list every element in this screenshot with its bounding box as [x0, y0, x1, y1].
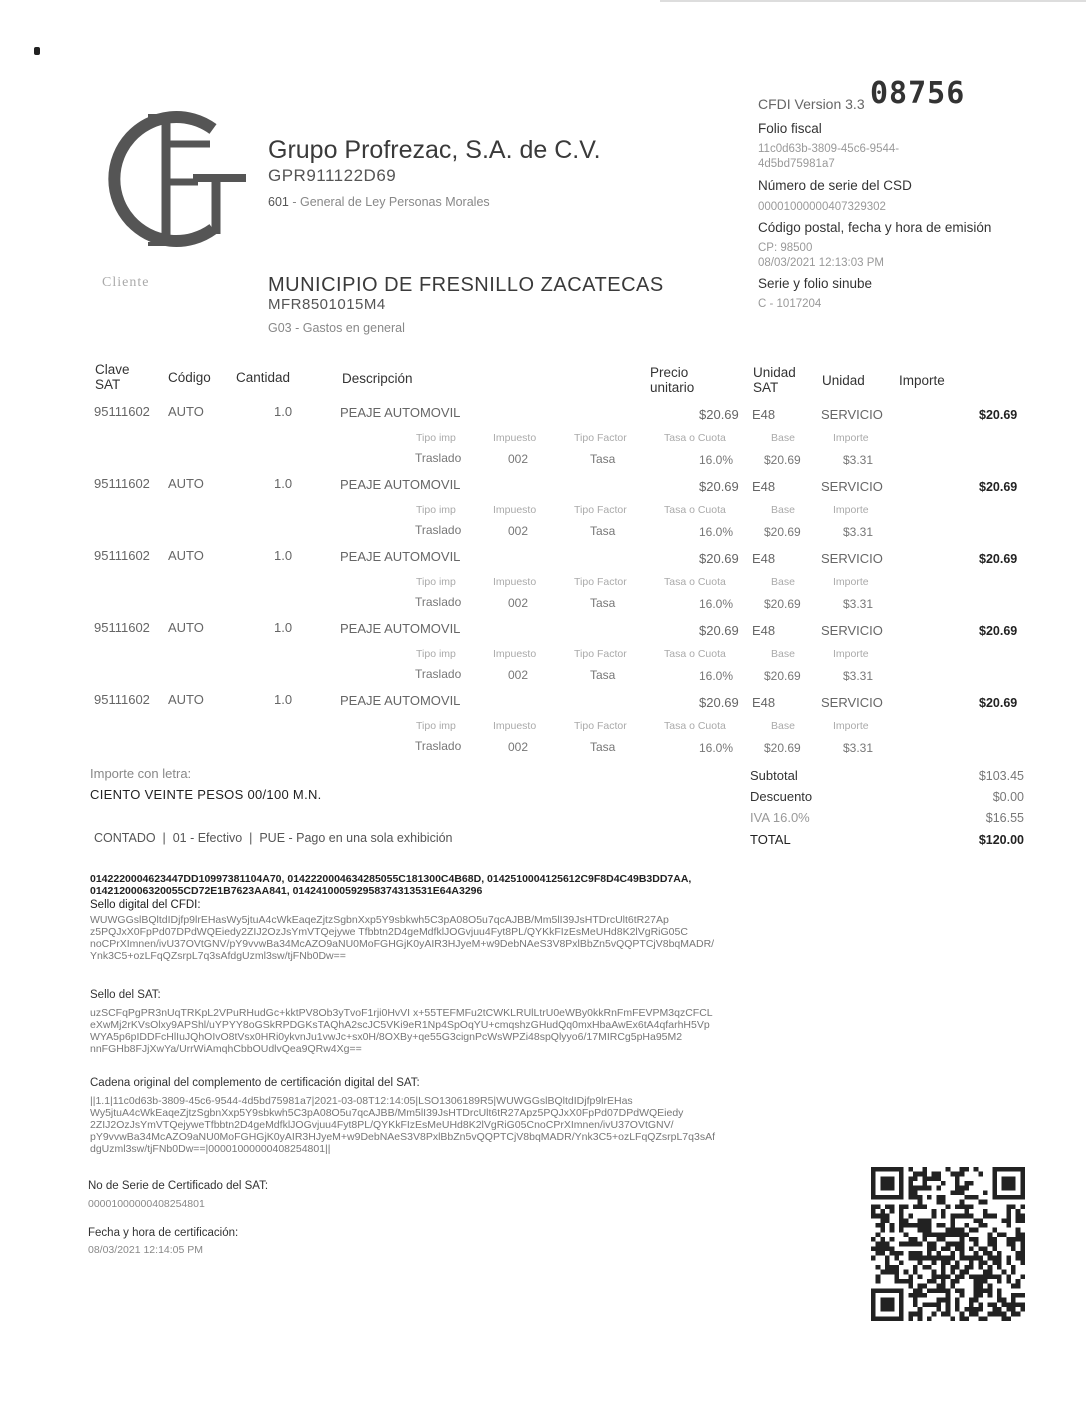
tax-importe: $3.31	[843, 669, 874, 683]
sello-sat-line: nnFGHb8FJjXwYa/UrrWiAmqhCbbOUdlvQea9QRw4Xg==	[90, 1043, 362, 1055]
tax-h-base: Base	[771, 504, 795, 516]
tax-h-tipo: Tipo imp	[416, 432, 456, 444]
regime-desc: - General de Ley Personas Morales	[288, 195, 490, 209]
tax-importe: $3.31	[843, 525, 874, 539]
row-codigo: AUTO	[168, 548, 204, 563]
subtotal-label: Subtotal	[750, 768, 798, 783]
sello-cfdi-line: Ynk3C5+ozLFqQZsrpL7q3sAfdgUzml3sw/tjFNb0Dw==	[90, 950, 346, 962]
cert-fecha-value: 08/03/2021 12:14:05 PM	[88, 1244, 204, 1256]
tax-h-tasa: Tasa o Cuota	[664, 432, 726, 444]
tax-tipo: Traslado	[415, 739, 462, 753]
cert-serie-value: 00001000000408254801	[88, 1198, 205, 1210]
row-codigo: AUTO	[168, 404, 204, 419]
tax-base: $20.69	[764, 597, 801, 611]
th-precio-l1: Precio	[650, 365, 689, 380]
tax-tasa: 16.0%	[699, 597, 734, 611]
row-unidad-sat: E48	[752, 479, 776, 494]
th-unidad-sat-l1: Unidad	[753, 365, 796, 380]
tax-impuesto: 002	[508, 596, 529, 610]
issuer-regime	[268, 195, 490, 209]
scan-edge-line	[660, 0, 1086, 2]
row-clave: 95111602	[94, 404, 150, 419]
tax-h-tasa: Tasa o Cuota	[664, 504, 726, 516]
row-unidad-sat: E48	[752, 551, 776, 566]
tax-h-tasa: Tasa o Cuota	[664, 576, 726, 588]
cert-fecha-title: Fecha y hora de certificación:	[88, 1227, 239, 1239]
th-clave-l1: Clave	[95, 362, 130, 377]
related-uuids	[90, 873, 691, 897]
csd-value: 00001000000407329302	[758, 201, 886, 213]
th-clave-l2: SAT	[95, 377, 121, 392]
cadena-title: Cadena original del complemento de certificación digital del SAT:	[90, 1077, 420, 1089]
tax-tasa: 16.0%	[699, 525, 734, 539]
tax-base: $20.69	[764, 525, 801, 539]
row-precio: $20.69	[699, 551, 739, 566]
tax-impuesto: 002	[508, 452, 529, 466]
tax-h-base: Base	[771, 432, 795, 444]
sello-sat-title: Sello del SAT:	[90, 989, 161, 1001]
iva-value: $16.55	[985, 811, 1024, 825]
serie-title: Serie y folio sinube	[758, 276, 873, 291]
cadena-line: dgUzml3sw/tjFNb0Dw==|00001000000408254801||	[90, 1143, 331, 1155]
issuer-rfc: GPR911122D69	[268, 166, 397, 185]
th-cantidad: Cantidad	[236, 370, 291, 385]
cp-value: CP: 98500	[758, 242, 813, 254]
descuento-value: $0.00	[992, 790, 1024, 804]
th-descripcion: Descripción	[342, 371, 413, 386]
tax-tasa: 16.0%	[699, 741, 734, 755]
row-unidad: SERVICIO	[821, 695, 883, 710]
tax-tipo: Traslado	[415, 667, 462, 681]
tax-h-tasa: Tasa o Cuota	[664, 720, 726, 732]
cfdi-version: CFDI Version 3.3	[758, 96, 865, 112]
row-importe: $20.69	[979, 696, 1018, 710]
qr-finder-pattern	[871, 1167, 904, 1200]
tax-base: $20.69	[764, 453, 801, 467]
row-unidad-sat: E48	[752, 623, 776, 638]
regime-code: 601	[268, 195, 289, 209]
folio-fiscal-title: Folio fiscal	[758, 121, 822, 136]
sello-cfdi-line: z5PQJxX0FpPd07DPdWQEiedy2ZIJ2OzJsYmVTQejywe Tfbbtn2D4geMdfklJOGvjuu4Fyt8PL/QYKkFIzEsMeUHd8K2lVgRiG05C	[90, 926, 688, 938]
tax-h-importe: Importe	[833, 648, 869, 660]
sello-sat-line: uzSCFqPgPR3nUqTRKpL2VPuRHudGc+kktPV8Ob3yTvoF1rji0HvVI x+55TEFMFu2tCWKLRUlLtrU0eWBy0kkRnFmFEVPM3qzCFCL	[90, 1007, 713, 1019]
row-unidad: SERVICIO	[821, 623, 883, 638]
tax-h-impuesto: Impuesto	[493, 576, 537, 588]
row-importe: $20.69	[979, 552, 1018, 566]
th-unidad-sat	[753, 365, 796, 395]
sello-cfdi-title: Sello digital del CFDI:	[90, 899, 201, 911]
cp-title: Código postal, fecha y hora de emisión	[758, 220, 992, 235]
issuer-name: Grupo Profrezac, S.A. de C.V.	[268, 136, 601, 164]
row-descripcion: PEAJE AUTOMOVIL	[340, 621, 461, 636]
row-unidad-sat: E48	[752, 695, 776, 710]
row-cantidad: 1.0	[274, 476, 293, 491]
sello-sat-line: eXwMj2rKVsOlxy9APShl/uYPYY8oGSkRPDGKsTAQhA2scJC5VKi9eR1Np4SpOqYU+cmqshzGHudQq0mxHbaAwEx6tA4qfarhH5Vp	[90, 1019, 710, 1031]
row-precio: $20.69	[699, 407, 739, 422]
tax-h-factor: Tipo Factor	[574, 432, 627, 444]
row-codigo: AUTO	[168, 692, 204, 707]
tax-tasa: 16.0%	[699, 453, 734, 467]
client-rfc: MFR8501015M4	[268, 296, 386, 313]
row-cantidad: 1.0	[274, 692, 293, 707]
client-cfdi-use: G03 - Gastos en general	[268, 321, 405, 335]
tax-factor: Tasa	[590, 452, 616, 466]
tax-h-base: Base	[771, 648, 795, 660]
tax-h-impuesto: Impuesto	[493, 720, 537, 732]
row-codigo: AUTO	[168, 620, 204, 635]
tax-factor: Tasa	[590, 524, 616, 538]
sello-sat-value	[90, 1007, 713, 1055]
th-clave	[95, 362, 130, 392]
tax-h-importe: Importe	[833, 720, 869, 732]
tax-importe: $3.31	[843, 453, 874, 467]
tax-impuesto: 002	[508, 740, 529, 754]
row-importe: $20.69	[979, 624, 1018, 638]
folio-fiscal-line1: 11c0d63b-3809-45c6-9544-	[758, 143, 900, 155]
tax-h-tipo: Tipo imp	[416, 720, 456, 732]
tax-base: $20.69	[764, 669, 801, 683]
uuids-line2: 0142120006320055CD72E1B7623AA841, 014241000592958374313531E64A3296	[90, 885, 483, 897]
tax-importe: $3.31	[843, 741, 874, 755]
tax-h-tasa: Tasa o Cuota	[664, 648, 726, 660]
row-clave: 95111602	[94, 620, 150, 635]
tax-h-tipo: Tipo imp	[416, 504, 456, 516]
sello-cfdi-line: noCPrXImnen/ivU37OVtGNV/pY9vvwBa34McAZO9aNU0MoFGHGjK0yAIR3HJyeM+w9DebNAeS3V8PxlBbZn5vQQPTCjV8bqMADR/	[90, 938, 715, 950]
row-descripcion: PEAJE AUTOMOVIL	[340, 693, 461, 708]
row-cantidad: 1.0	[274, 620, 293, 635]
client-name: MUNICIPIO DE FRESNILLO ZACATECAS	[268, 274, 664, 296]
emission-date: 08/03/2021 12:13:03 PM	[758, 257, 884, 269]
tax-tasa: 16.0%	[699, 669, 734, 683]
sello-cfdi-value	[90, 914, 714, 962]
tax-impuesto: 002	[508, 524, 529, 538]
row-descripcion: PEAJE AUTOMOVIL	[340, 405, 461, 420]
qr-finder-pattern	[871, 1288, 904, 1321]
uuids-line1: 0142220004623447DD10997381104A70, 0142220004634285055C181300C4B68D, 0142510004125612C9F8D4C49B3DD7AA,	[90, 873, 692, 885]
importe-letra-label: Importe con letra:	[90, 766, 192, 781]
row-precio: $20.69	[699, 479, 739, 494]
th-codigo: Código	[168, 370, 211, 385]
tax-h-base: Base	[771, 720, 795, 732]
th-precio	[650, 365, 694, 395]
tax-factor: Tasa	[590, 668, 616, 682]
payment-terms: CONTADO | 01 - Efectivo | PUE - Pago en una sola exhibición	[94, 831, 453, 845]
stamp-number: 08756	[870, 76, 966, 111]
cadena-line: pY9vvwBa34McAZO9aNU0MoFGHGjK0yAIR3HJyeM+w9DebNAeS3V8PxlBbZn5vQQPTCjV8bqMADR/Ynk3C5+ozLFqQZsrpL7q3sAf	[90, 1131, 715, 1143]
row-importe: $20.69	[979, 480, 1018, 494]
qr-code	[871, 1166, 1025, 1322]
tax-tipo: Traslado	[415, 451, 462, 465]
total-value: $120.00	[978, 833, 1024, 847]
tax-tipo: Traslado	[415, 523, 462, 537]
serie-value: C - 1017204	[758, 298, 822, 310]
tax-h-factor: Tipo Factor	[574, 648, 627, 660]
sello-cfdi-line: WUWGGslBQltdIDjfp9lrEHasWy5jtuA4cWkEaqeZjtzSgbnXxp5Y9sbkwh5C3pA08O5u7qcAJBB/Mm5lI39JsHTDrcUlt6tR27Ap	[90, 914, 669, 926]
cadena-line: Wy5jtuA4cWkEaqeZjtzSgbnXxp5Y9sbkwh5C3pA08O5u7qcAJBB/Mm5lI39JsHTDrcUlt6tR27Apz5PQJxX0FpPd07DPdWQEiedy	[90, 1107, 684, 1119]
th-unidad-sat-l2: SAT	[753, 380, 779, 395]
cert-serie-title: No de Serie de Certificado del SAT:	[88, 1180, 269, 1192]
th-importe: Importe	[899, 373, 945, 388]
row-clave: 95111602	[94, 692, 150, 707]
cadena-line: 2ZIJ2OzJsYmVTQejyweTfbbtn2D4geMdfklJOGvjuu4Fyt8PL/QYKkFIzEsMeUHd8K2lVgRiG05CnoCPrXImnen/ivU37OVtGNV/	[90, 1119, 674, 1131]
tax-base: $20.69	[764, 741, 801, 755]
client-label: Cliente	[102, 275, 150, 290]
th-unidad: Unidad	[822, 373, 865, 388]
tax-h-factor: Tipo Factor	[574, 720, 627, 732]
cadena-line: ||1.1|11c0d63b-3809-45c6-9544-4d5bd75981a7|2021-03-08T12:14:05|LSO1306189R5|WUWGGslBQltdIDjfp9lrEHas	[90, 1095, 633, 1107]
row-precio: $20.69	[699, 623, 739, 638]
row-codigo: AUTO	[168, 476, 204, 491]
tax-h-base: Base	[771, 576, 795, 588]
row-descripcion: PEAJE AUTOMOVIL	[340, 477, 461, 492]
row-cantidad: 1.0	[274, 404, 293, 419]
tax-h-tipo: Tipo imp	[416, 648, 456, 660]
th-precio-l2: unitario	[650, 380, 695, 395]
scan-speck	[34, 47, 40, 55]
tax-h-impuesto: Impuesto	[493, 504, 537, 516]
tax-factor: Tasa	[590, 596, 616, 610]
row-descripcion: PEAJE AUTOMOVIL	[340, 549, 461, 564]
row-clave: 95111602	[94, 476, 150, 491]
total-label: TOTAL	[750, 832, 791, 847]
tax-h-impuesto: Impuesto	[493, 432, 537, 444]
importe-letra: CIENTO VEINTE PESOS 00/100 M.N.	[90, 787, 322, 802]
tax-h-importe: Importe	[833, 504, 869, 516]
row-unidad: SERVICIO	[821, 407, 883, 422]
iva-label: IVA 16.0%	[750, 810, 810, 825]
qr-finder-pattern	[992, 1167, 1025, 1200]
tax-tipo: Traslado	[415, 595, 462, 609]
tax-impuesto: 002	[508, 668, 529, 682]
row-importe: $20.69	[979, 408, 1018, 422]
tax-h-factor: Tipo Factor	[574, 504, 627, 516]
descuento-label: Descuento	[750, 789, 813, 804]
tax-h-tipo: Tipo imp	[416, 576, 456, 588]
row-precio: $20.69	[699, 695, 739, 710]
tax-h-importe: Importe	[833, 576, 869, 588]
tax-factor: Tasa	[590, 740, 616, 754]
company-logo	[98, 104, 248, 254]
csd-title: Número de serie del CSD	[758, 178, 912, 193]
subtotal-value: $103.45	[978, 769, 1024, 783]
cadena-value	[90, 1095, 715, 1155]
tax-h-impuesto: Impuesto	[493, 648, 537, 660]
row-unidad-sat: E48	[752, 407, 776, 422]
folio-fiscal-line2: 4d5bd75981a7	[758, 158, 835, 170]
tax-h-factor: Tipo Factor	[574, 576, 627, 588]
row-clave: 95111602	[94, 548, 150, 563]
row-unidad: SERVICIO	[821, 479, 883, 494]
sello-sat-line: WYA5p6pIDDFcHlIuJQhOIvO8tVsx0HRi0ykvnJu1vwJc+sx0H/8OXBy+qe55G3cignPcWsWPZi48spQlyyo6/17MIRCg5pHa95M2	[90, 1031, 683, 1043]
tax-importe: $3.31	[843, 597, 874, 611]
tax-h-importe: Importe	[833, 432, 869, 444]
row-unidad: SERVICIO	[821, 551, 883, 566]
row-cantidad: 1.0	[274, 548, 293, 563]
